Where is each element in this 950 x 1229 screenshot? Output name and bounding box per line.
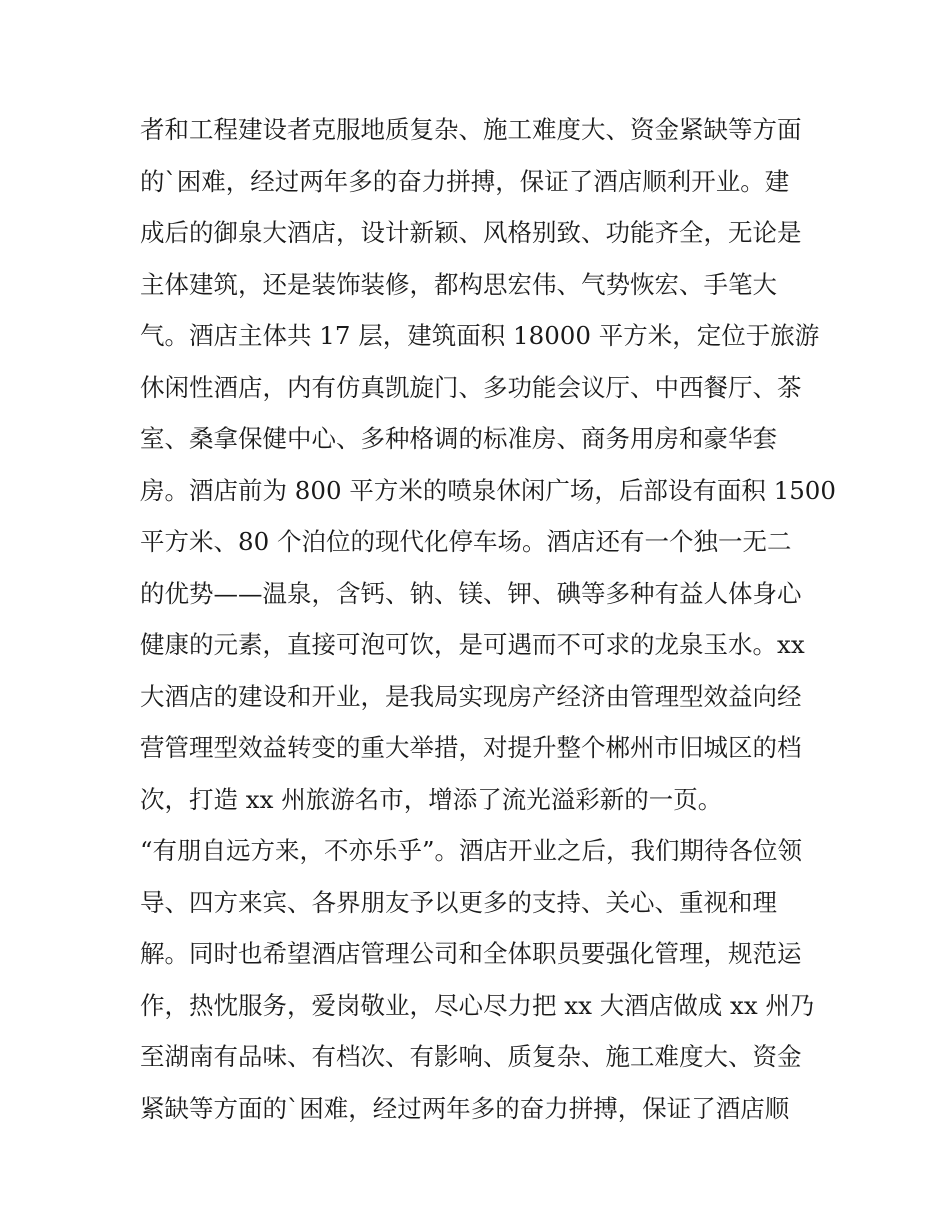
text-line: 的`困难，经过两年多的奋力拼搏，保证了酒店顺利开业。建 [140, 166, 790, 196]
text-line: 大酒店的建设和开业，是我局实现房产经济由管理型效益向经 [140, 681, 802, 711]
text-line: 紧缺等方面的`困难，经过两年多的奋力拼搏，保证了酒店顺 [140, 1093, 790, 1123]
text-line: 营管理型效益转变的重大举措，对提升整个郴州市旧城区的档 [140, 733, 802, 762]
text-line: 导、四方来宾、各界朋友予以更多的支持、关心、重视和理 [140, 887, 777, 917]
text-line: 房。酒店前为 800 平方米的喷泉休闲广场，后部设有面积 1500 [140, 475, 836, 505]
text-line: 作，热忱服务，爱岗敬业，尽心尽力把 xx 大酒店做成 xx 州乃 [140, 990, 815, 1020]
text-line: 休闲性酒店，内有仿真凯旋门、多功能会议厅、中西餐厅、茶 [140, 372, 802, 402]
text-line: 至湖南有品味、有档次、有影响、质复杂、施工难度大、资金 [140, 1042, 802, 1071]
text-line: 主体建筑，还是装饰装修，都构思宏伟、气势恢宏、手笔大 [140, 269, 777, 299]
text-line: “有朋自远方来，不亦乐乎”。酒店开业之后，我们期待各位领 [140, 836, 803, 865]
text-line: 室、桑拿保健中心、多种格调的标准房、商务用房和豪华套 [140, 424, 777, 453]
text-line: 者和工程建设者克服地质复杂、施工难度大、资金紧缺等方面 [140, 115, 802, 144]
text-line: 的优势——温泉，含钙、钠、镁、钾、碘等多种有益人体身心 [140, 578, 802, 608]
text-line: 解。同时也希望酒店管理公司和全体职员要强化管理，规范运 [140, 939, 802, 968]
text-line: 成后的御泉大酒店，设计新颖、风格别致、功能齐全，无论是 [140, 218, 802, 247]
body-text [140, 104, 836, 1134]
text-line: 健康的元素，直接可泡可饮，是可遇而不可求的龙泉玉水。xx [140, 630, 805, 659]
text-line: 平方米、80 个泊位的现代化停车场。酒店还有一个独一无二 [140, 527, 792, 556]
text-line: 次，打造 xx 州旅游名市，增添了流光溢彩新的一页。 [140, 784, 723, 814]
text-line: 气。酒店主体共 17 层，建筑面积 18000 平方米，定位于旅游 [140, 321, 820, 350]
